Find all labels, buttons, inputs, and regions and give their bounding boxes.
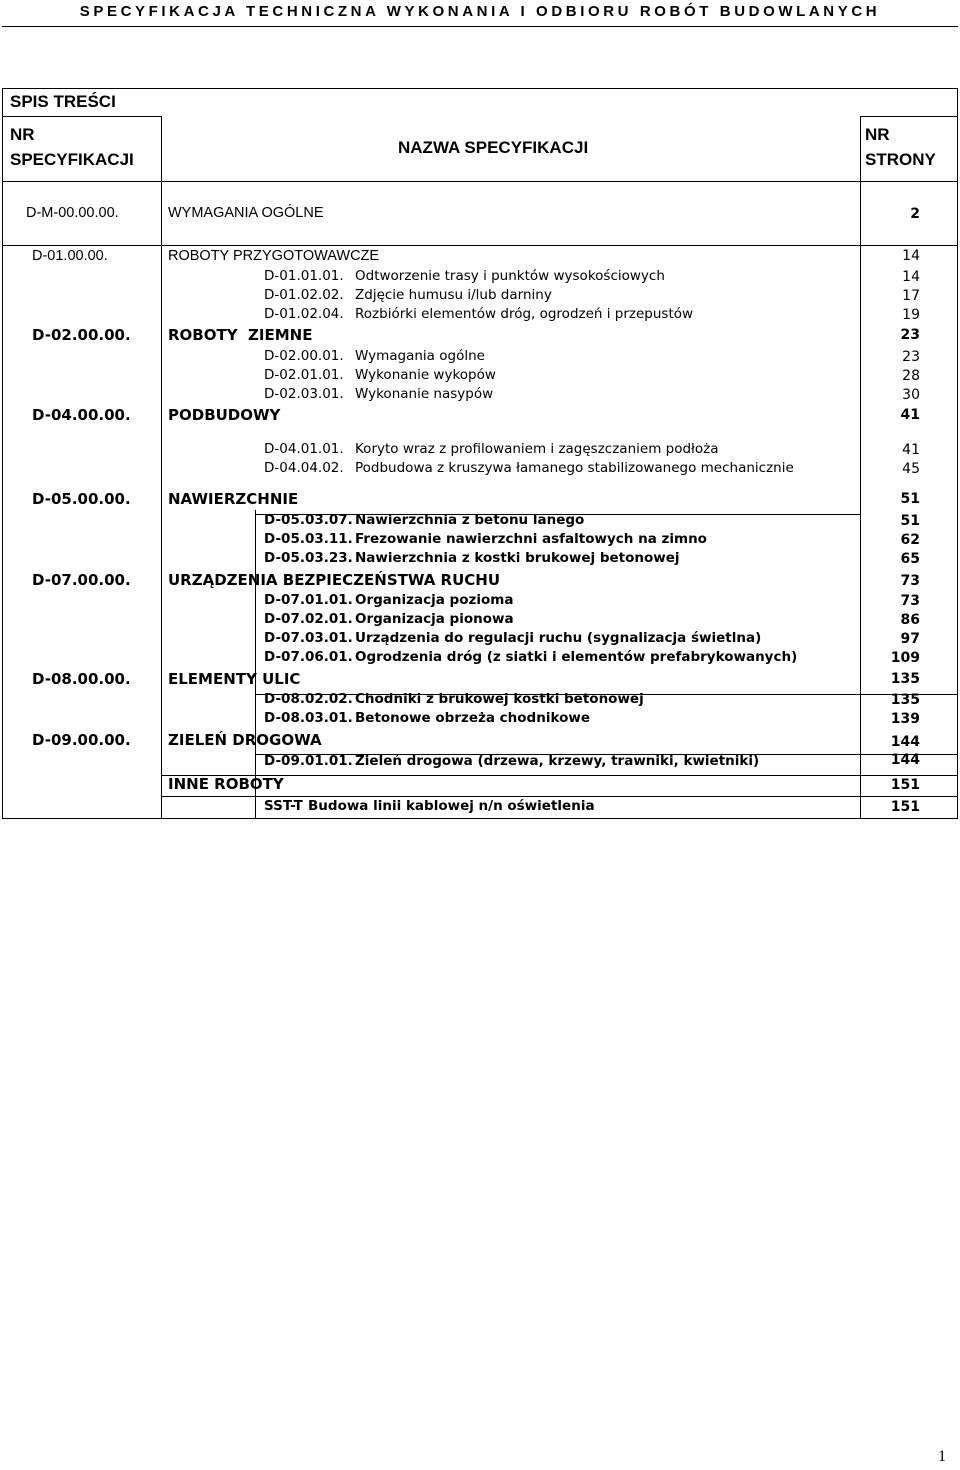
toc-border-right	[957, 88, 958, 819]
header-divider	[2, 26, 958, 27]
item-code: D-02.01.01.	[264, 367, 344, 383]
item-page: 135	[890, 692, 920, 708]
toc-title: SPIS TREŚCI	[10, 92, 116, 111]
item-code: D-05.03.11.	[264, 531, 353, 547]
item-name: Urządzenia do regulacji ruchu (sygnalizacja świetlna)	[355, 630, 762, 646]
section-name: PODBUDOWY	[168, 406, 281, 424]
item-page: 30	[902, 387, 920, 403]
item-code: D-04.01.01.	[264, 441, 344, 457]
col-header-nr-spec: SPECYFIKACJI	[10, 150, 134, 169]
item-name: Chodniki z brukowej kostki betonowej	[355, 691, 644, 707]
item-name: Betonowe obrzeża chodnikowe	[355, 710, 590, 726]
item-name: Zdjęcie humusu i/lub darniny	[355, 287, 552, 303]
toc-title-divider-right	[860, 116, 958, 117]
section-name: NAWIERZCHNIE	[168, 490, 299, 508]
section-name: INNE ROBOTY	[168, 775, 284, 793]
item-code: D-05.03.23.	[264, 550, 353, 566]
item-page: 19	[902, 307, 920, 323]
section-code: D-08.00.00.	[32, 670, 131, 688]
item-page: 139	[890, 711, 920, 727]
toc-col-divider-1	[161, 116, 162, 818]
section-name: ROBOTY PRZYGOTOWAWCZE	[168, 248, 380, 264]
spec-code: D-M-00.00.00.	[26, 205, 119, 221]
toc-col-divider-3	[255, 510, 256, 818]
section-name: ROBOTY ZIEMNE	[168, 326, 313, 344]
section-page: 151	[890, 777, 920, 793]
item-page: 73	[900, 593, 920, 609]
section-page: 23	[900, 327, 920, 343]
toc-border-bottom	[2, 818, 958, 819]
item-code: D-01.02.04.	[264, 306, 344, 322]
item-page: 28	[902, 368, 920, 384]
item-code: D-02.00.01.	[264, 348, 344, 364]
item-name: Wymagania ogólne	[355, 348, 485, 364]
section-code: D-09.00.00.	[32, 731, 131, 749]
item-name: Nawierzchnia z kostki brukowej betonowej	[355, 550, 680, 566]
item-code: D-05.03.07.	[264, 512, 353, 528]
section-page: 135	[890, 671, 920, 687]
item-name: Nawierzchnia z betonu lanego	[355, 512, 585, 528]
item-code: SST-T	[264, 798, 303, 814]
item-code: D-04.04.02.	[264, 460, 344, 476]
item-page: 151	[890, 799, 920, 815]
item-name: Budowa linii kablowej n/n oświetlenia	[308, 798, 595, 814]
item-code: D-08.02.02.	[264, 691, 353, 707]
item-code: D-01.02.02.	[264, 287, 344, 303]
item-name: Koryto wraz z profilowaniem i zagęszczaniem podłoża	[355, 441, 719, 457]
section-name: URZĄDZENIA BEZPIECZEŃSTWA RUCHU	[168, 571, 501, 589]
spec-name: WYMAGANIA OGÓLNE	[168, 205, 324, 221]
section-page: 51	[900, 491, 920, 507]
item-name: Wykonanie wykopów	[355, 367, 496, 383]
document-header-title: SPECYFIKACJA TECHNICZNA WYKONANIA I ODBIORU ROBÓT BUDOWLANYCH	[79, 3, 881, 20]
toc-title-divider	[2, 116, 162, 117]
section-code: D-07.00.00.	[32, 571, 131, 589]
item-page: 65	[900, 551, 920, 567]
item-name: Organizacja pionowa	[355, 611, 514, 627]
section-code: D-04.00.00.	[32, 406, 131, 424]
item-name: Podbudowa z kruszywa łamanego stabilizowanego mechanicznie	[355, 460, 794, 476]
col-header-nr-page: STRONY	[865, 150, 936, 169]
item-name: Frezowanie nawierzchni asfaltowych na zimno	[355, 531, 707, 547]
section-code: D-02.00.00.	[32, 326, 131, 344]
toc-row-divider	[161, 796, 958, 797]
section-page: 41	[900, 407, 920, 423]
section-page: 14	[902, 248, 920, 264]
item-code: D-09.01.01.	[264, 753, 353, 769]
item-page: 62	[900, 532, 920, 548]
section-name: ZIELEŃ DROGOWA	[168, 731, 322, 749]
col-header-name: NAZWA SPECYFIKACJI	[398, 138, 589, 157]
item-name: Wykonanie nasypów	[355, 386, 494, 402]
toc-border-top	[2, 88, 958, 89]
item-name: Zieleń drogowa (drzewa, krzewy, trawniki, kwietniki)	[355, 753, 760, 769]
section-page: 144	[890, 734, 920, 750]
item-code: D-07.01.01.	[264, 592, 353, 608]
col-header-nr-spec: NR	[10, 125, 35, 144]
item-page: 144	[890, 752, 920, 768]
item-code: D-01.01.01.	[264, 268, 344, 284]
item-page: 23	[902, 349, 920, 365]
toc-header-divider	[2, 181, 958, 182]
item-page: 97	[900, 631, 920, 647]
item-page: 109	[890, 650, 920, 666]
item-code: D-02.03.01.	[264, 386, 344, 402]
toc-border-left	[2, 88, 3, 819]
toc-table	[2, 88, 958, 819]
item-name: Ogrodzenia dróg (z siatki i elementów prefabrykowanych)	[355, 649, 798, 665]
col-header-nr-page: NR	[865, 125, 890, 144]
item-name: Organizacja pozioma	[355, 592, 514, 608]
item-name: Odtworzenie trasy i punktów wysokościowych	[355, 268, 665, 284]
section-code: D-01.00.00.	[32, 248, 108, 264]
item-page: 17	[902, 288, 920, 304]
item-code: D-07.06.01.	[264, 649, 353, 665]
item-page: 86	[900, 612, 920, 628]
spec-page: 2	[910, 206, 920, 222]
item-page: 45	[902, 461, 920, 477]
page-number: 1	[938, 1448, 946, 1465]
item-code: D-07.03.01.	[264, 630, 353, 646]
item-code: D-08.03.01.	[264, 710, 353, 726]
item-page: 14	[902, 269, 920, 285]
section-code: D-05.00.00.	[32, 490, 131, 508]
section-page: 73	[900, 573, 920, 589]
item-page: 51	[900, 513, 920, 529]
item-code: D-07.02.01.	[264, 611, 353, 627]
toc-row-divider	[2, 245, 958, 246]
item-name: Rozbiórki elementów dróg, ogrodzeń i przepustów	[355, 306, 694, 322]
section-name: ELEMENTY ULIC	[168, 670, 301, 688]
item-page: 41	[902, 442, 920, 458]
